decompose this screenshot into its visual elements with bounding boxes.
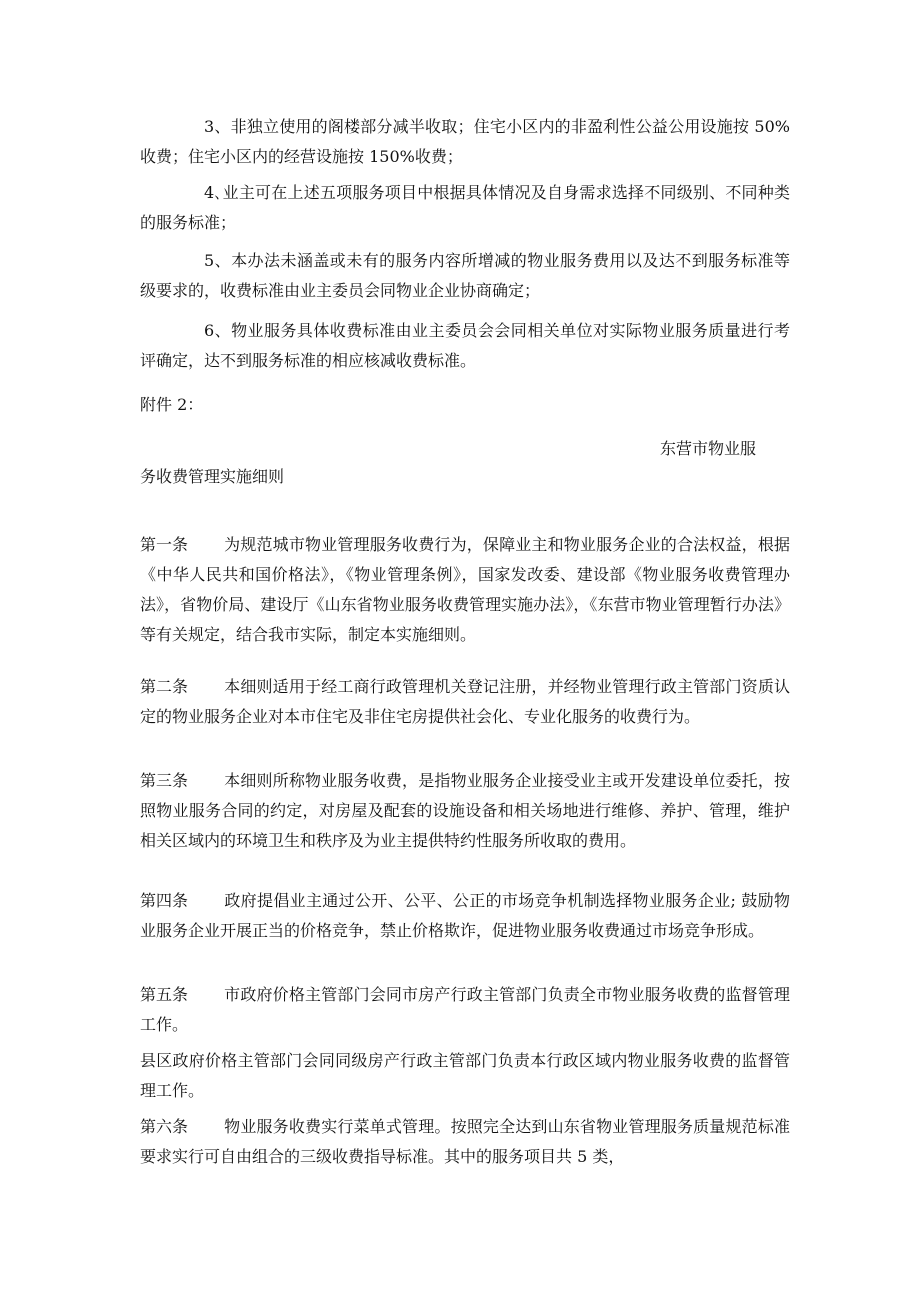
intro-item-6: 6、物业服务具体收费标准由业主委员会会同相关单位对实际物业服务质量进行考评确定，达不到服务标准的相应核减收费标准。 <box>140 321 790 370</box>
article-text: 为规范城市物业管理服务收费行为，保障业主和物业服务企业的合法权益，根据《中华人民共和国价格法》，《物业管理条例》，国家发改委、建设部《物业服务收费管理办法》，省物价局、建设厅《山东省物业服务收费管理实施办法》，《东营市物业管理暂行办法》等有关规定，结合我市实际，制定本实施细则。 <box>140 535 790 644</box>
article-5 <box>140 980 790 1040</box>
article-label: 第一条 <box>140 535 189 554</box>
article-6 <box>140 1112 790 1172</box>
county-paragraph: 县区政府价格主管部门会同同级房产行政主管部门负责本行政区域内物业服务收费的监督管理工作。 <box>140 1051 790 1100</box>
article-3 <box>140 766 790 856</box>
article-label: 第五条 <box>140 985 189 1004</box>
article-text: 本细则所称物业服务收费，是指物业服务企业接受业主或开发建设单位委托，按照物业服务合同的约定，对房屋及配套的设施设备和相关场地进行维修、养护、管理，维护相关区域内的环境卫生和秩序及为业主提供特约性服务所收取的费用。 <box>140 771 790 850</box>
article-label: 第二条 <box>140 677 189 696</box>
article-text: 市政府价格主管部门会同市房产行政主管部门负责全市物业服务收费的监督管理工作。 <box>140 985 790 1034</box>
article-text: 本细则适用于经工商行政管理机关登记注册，并经物业管理行政主管部门资质认定的物业服务企业对本市住宅及非住宅房提供社会化、专业化服务的收费行为。 <box>140 677 790 726</box>
article-label: 第六条 <box>140 1117 189 1136</box>
article-1 <box>140 530 790 650</box>
intro-item-4: 4､业主可在上述五项服务项目中根据具体情况及自身需求选择不同级别、不同种类的服务标准； <box>140 183 790 232</box>
document-title-part2: 务收费管理实施细则 <box>140 467 285 486</box>
article-label: 第三条 <box>140 771 189 790</box>
article-text: 政府提倡业主通过公开、公平、公正的市场竞争机制选择物业服务企业; 鼓励物业服务企业开展正当的价格竞争，禁止价格欺诈，促进物业服务收费通过市场竞争形成。 <box>140 891 790 940</box>
article-4 <box>140 886 790 946</box>
attachment-label: 附件 2： <box>140 395 204 414</box>
article-2 <box>140 672 790 732</box>
document-title-part1: 东营市物业服 <box>660 439 757 458</box>
intro-item-5: 5、本办法未涵盖或未有的服务内容所增减的物业服务费用以及达不到服务标准等级要求的，收费标准由业主委员会同物业企业协商确定； <box>140 251 790 300</box>
article-label: 第四条 <box>140 891 189 910</box>
intro-item-3: 3、非独立使用的阁楼部分减半收取；住宅小区内的非盈利性公益公用设施按 50%收费；住宅小区内的经营设施按 150%收费； <box>140 117 790 166</box>
article-text: 物业服务收费实行菜单式管理。按照完全达到山东省物业管理服务质量规范标准要求实行可自由组合的三级收费指导标准。其中的服务项目共 5 类， <box>140 1117 790 1166</box>
